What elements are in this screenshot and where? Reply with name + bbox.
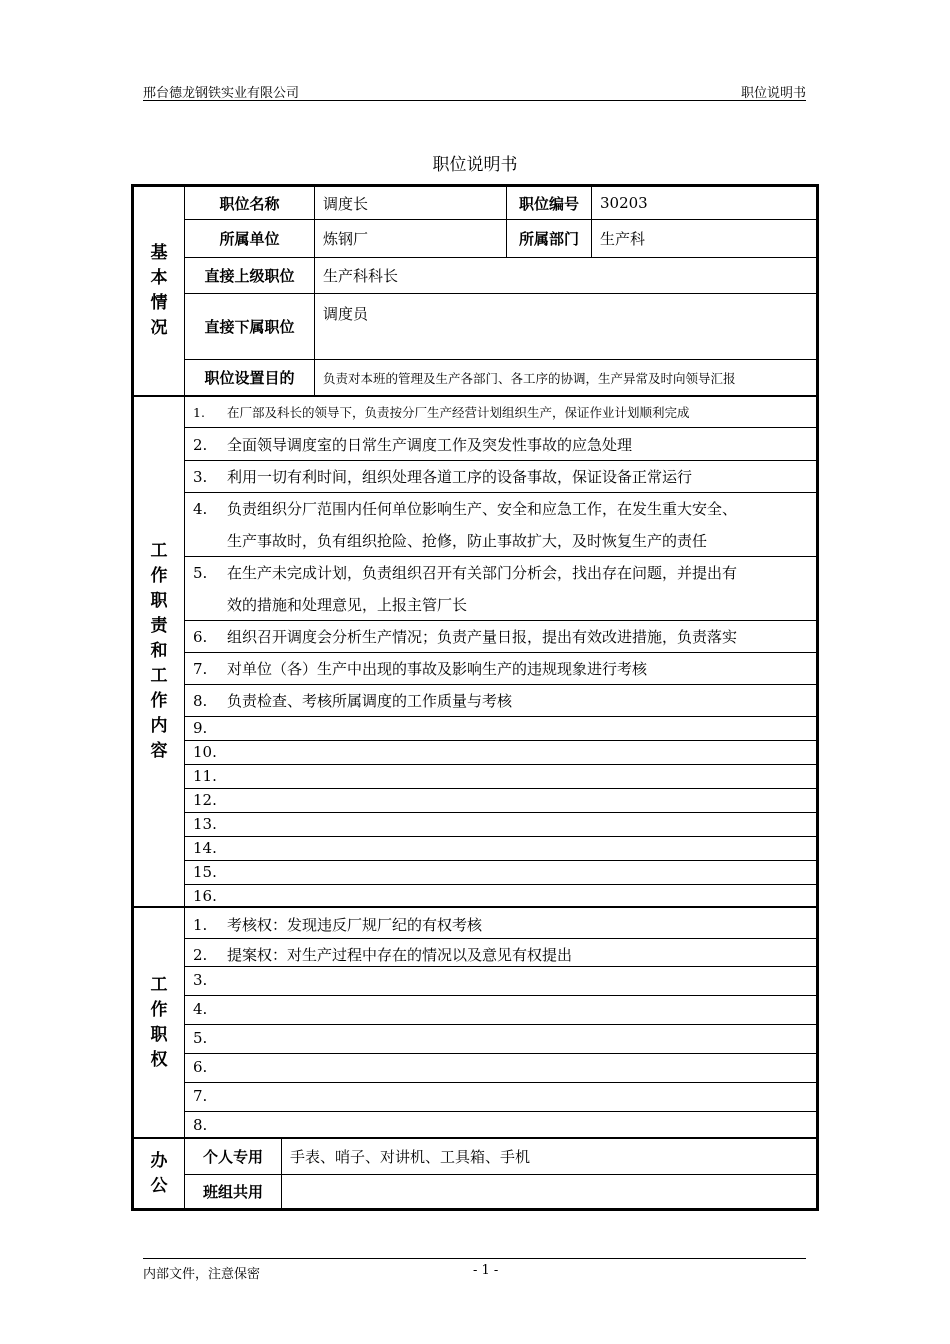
authority-item-3: 3.: [193, 971, 208, 989]
duty-item-4: 4. 负责组织分厂范围内任何单位影响生产、安全和应急工作，在发生重大安全、: [193, 500, 738, 518]
dept-value: 生产科: [600, 230, 646, 248]
authority-item-2: 2. 提案权：对生产过程中存在的情况以及意见有权提出: [193, 946, 573, 964]
position-name-label: 职位名称: [219, 194, 280, 213]
page-footer: [143, 1258, 806, 1281]
duty-item-4-continued: 生产事故时，负有组织抢险、抢修，防止事故扩大，及时恢复生产的责任: [227, 532, 708, 550]
team-use-label: 班组共用: [202, 1183, 263, 1201]
duty-item-8: 8. 负责检查、考核所属调度的工作质量与考核: [193, 692, 513, 710]
duty-item-16: 16.: [193, 887, 217, 905]
page-number: - 1 -: [473, 1263, 499, 1278]
duty-item-15: 15.: [193, 863, 217, 881]
duty-item-9: 9.: [193, 719, 208, 737]
section-basic-label: 基本情况: [150, 243, 168, 338]
authority-item-5: 5.: [193, 1029, 208, 1047]
confidential-note: 内部文件，注意保密: [143, 1267, 261, 1282]
authority-item-6: 6.: [193, 1058, 208, 1076]
duty-item-5-continued: 效的措施和处理意见，上报主管厂长: [227, 596, 468, 614]
duty-item-14: 14.: [193, 839, 217, 857]
duty-item-3: 3. 利用一切有利时间，组织处理各道工序的设备事故，保证设备正常运行: [193, 468, 693, 486]
purpose-label: 职位设置目的: [204, 369, 295, 387]
duty-item-2: 2. 全面领导调度室的日常生产调度工作及突发性事故的应急处理: [193, 436, 633, 454]
duty-item-5: 5. 在生产未完成计划，负责组织召开有关部门分析会，找出存在问题，并提出有: [193, 564, 738, 582]
unit-value: 炼钢厂: [323, 230, 369, 248]
personal-use-value: 手表、哨子、对讲机、工具箱、手机: [290, 1148, 531, 1166]
company-name: 邢台德龙钢铁实业有限公司: [143, 86, 300, 101]
purpose-value: 负责对本班的管理及生产各部门、各工序的协调，生产异常及时向领导汇报: [323, 370, 736, 386]
dept-label: 所属部门: [518, 230, 579, 248]
personal-use-label: 个人专用: [202, 1148, 263, 1166]
header-doc-type: 职位说明书: [740, 86, 806, 101]
duty-item-7: 7. 对单位（各）生产中出现的事故及影响生产的违规现象进行考核: [193, 660, 648, 678]
section-office-label: 办公: [150, 1150, 168, 1196]
duty-item-6: 6. 组织召开调度会分析生产情况；负责产量日报，提出有效改进措施，负责落实: [193, 628, 738, 646]
subordinate-label: 直接下属职位: [204, 318, 295, 336]
duty-item-12: 12.: [193, 791, 217, 809]
duty-item-11: 11.: [193, 767, 217, 785]
subordinate-value: 调度员: [323, 304, 369, 323]
unit-label: 所属单位: [219, 230, 280, 248]
position-name-value: 调度长: [323, 194, 369, 213]
superior-label: 直接上级职位: [204, 267, 295, 285]
superior-value: 生产科科长: [323, 267, 399, 285]
duty-item-13: 13.: [193, 815, 217, 833]
section-authority-label: 工作职权: [150, 974, 168, 1070]
position-code-label: 职位编号: [518, 194, 579, 213]
document-title: 职位说明书: [432, 155, 518, 175]
authority-item-7: 7.: [193, 1087, 208, 1105]
authority-item-8: 8.: [193, 1116, 208, 1134]
authority-item-1: 1. 考核权：发现违反厂规厂纪的有权考核: [193, 916, 483, 934]
team-use-value: [282, 1175, 816, 1208]
section-duties-label: 工作职责和工作内容: [150, 541, 168, 761]
authority-item-4: 4.: [193, 1000, 208, 1018]
duty-item-10: 10.: [193, 743, 217, 761]
position-code-value: 30203: [600, 194, 648, 212]
duty-item-1: 1. 在厂部及科长的领导下，负责按分厂生产经营计划组织生产，保证作业计划顺利完成: [193, 405, 690, 420]
page-header: [143, 82, 806, 101]
